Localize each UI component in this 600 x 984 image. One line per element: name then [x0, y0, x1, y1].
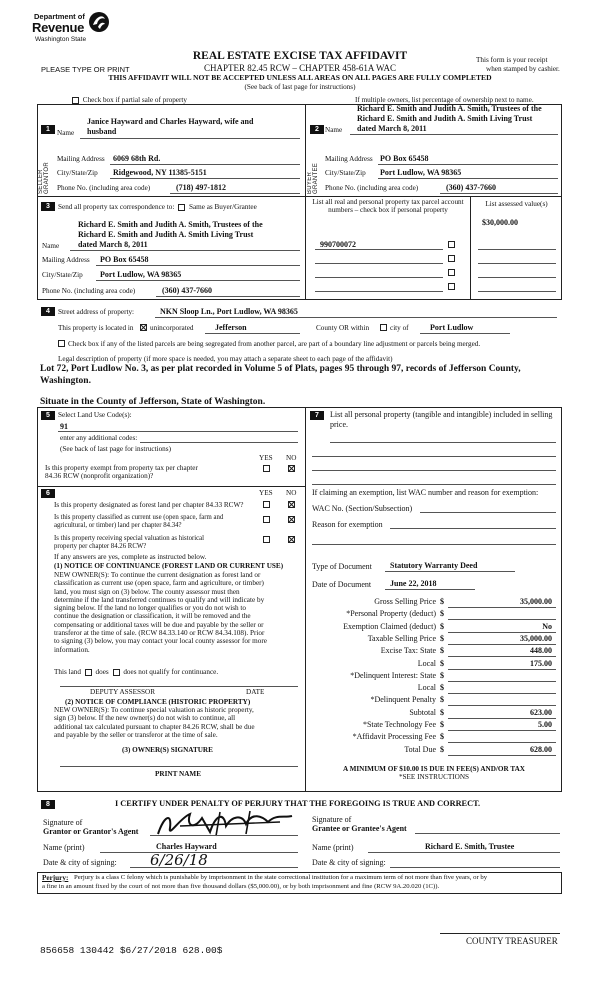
tax-row-label: *Delinquent Interest: State: [350, 671, 436, 680]
see-back-note: (See back of last page for instructions): [244, 83, 356, 91]
historic-q1: Is this property receiving special valuation as historical: [54, 535, 205, 542]
deputy-assessor-label: DEPUTY ASSESSOR: [90, 688, 156, 696]
tax-row-label: Local: [417, 659, 436, 668]
seller-city-value: Ridgewood, NY 11385-5151: [113, 168, 207, 177]
tax-corr-mail-label: Mailing Address: [42, 256, 90, 264]
tax-computation-table: [312, 597, 562, 757]
if-yes-note: If any answers are yes, complete as instructed below.: [54, 553, 207, 561]
parcel-1-checkbox[interactable]: [448, 241, 455, 248]
print-name-label: PRINT NAME: [155, 770, 201, 778]
doc-type-label: Type of Document: [312, 562, 372, 571]
notice2-text: [54, 706, 304, 739]
perjury-text-2: a fine in an amount fixed by the court of not more than five thousand dollars ($5,000.00), or by both imprisonment and fine (RCW 9A.20.020 (1C)).: [42, 883, 440, 890]
notice1-line: continue the designation or classification, it will be removed and the: [54, 612, 251, 621]
tax-row-currency: $: [440, 622, 444, 631]
doc-type-value: Statutory Warranty Deed: [390, 561, 478, 570]
form-warning: THIS AFFIDAVIT WILL NOT BE ACCEPTED UNLESS ALL AREAS ON ALL PAGES ARE FULLY COMPLETED: [108, 73, 492, 82]
land-use-code: 91: [60, 422, 68, 431]
owner-signature-label: (3) OWNER(S) SIGNATURE: [122, 746, 213, 754]
tax-row-label: *State Technology Fee: [362, 720, 436, 729]
notice1-line: land, you must sign on (3) below. The county assessor must then: [54, 587, 240, 596]
minimum-note: A MINIMUM OF $10.00 IS DUE IN FEE(S) AND/OR TAX: [343, 765, 525, 773]
parties-hline: [37, 196, 562, 197]
same-as-buyer-label: Same as Buyer/Grantee: [188, 203, 257, 211]
legal-desc-line2: Washington.: [40, 376, 91, 386]
see-instructions-note: *SEE INSTRUCTIONS: [398, 773, 470, 781]
does-label: does: [95, 668, 109, 676]
tax-row-label: Exemption Claimed (deduct): [343, 622, 436, 631]
logo-state-line: Washington State: [35, 36, 87, 43]
doc-date-label: Date of Document: [312, 580, 372, 589]
partial-sale-label: Check box if partial sale of property: [82, 96, 187, 104]
notice1-line: determine if the land transferred continues to qualify and will indicate by: [54, 595, 265, 604]
receipt-note-2: when stamped by cashier.: [486, 65, 560, 73]
street-address-value: NKN Sloop Ln., Port Ludlow, WA 98365: [160, 307, 298, 316]
legal-desc-line1: Lot 72, Port Ludlow No. 3, as per plat recorded in Volume 5 of Plats, pages 95 through 97, records of Jefferson County,: [40, 364, 521, 374]
tax-row-label: *Personal Property (deduct): [346, 609, 436, 618]
buyer-name-line3: dated March 8, 2011: [357, 124, 427, 133]
tax-row-value[interactable]: 35,000.00: [520, 634, 552, 643]
buyer-name-line1: Richard E. Smith and Judith A. Smith, Trustees of the: [357, 104, 542, 113]
parcel-2-checkbox[interactable]: [448, 255, 455, 262]
tax-corr-name-line2: Richard E. Smith and Judith A. Smith Living Trust: [78, 230, 254, 239]
land-use-see-back: (See back of last page for instructions): [60, 445, 171, 453]
tax-corr-phone-value: (360) 437-7660: [162, 286, 212, 295]
city-of-checkbox[interactable]: [380, 324, 387, 331]
buyer-city-label: City/State/Zip: [325, 169, 366, 177]
form-chapter: CHAPTER 82.45 RCW – CHAPTER 458-61A WAC: [204, 63, 396, 73]
tax-row-underline: [448, 644, 556, 645]
tax-row-label: Total Due: [404, 745, 436, 754]
tax-row-value[interactable]: 35,000.00: [520, 597, 552, 606]
current-use-q1: Is this property classified as current use (open space, farm and: [54, 514, 224, 521]
personal-property-label-1: List all personal property (tangible and intangible) included in selling: [330, 410, 553, 419]
does-not-checkbox[interactable]: [113, 669, 120, 676]
section-2-badge: 2: [310, 125, 324, 134]
grantee-sig-label-1: Signature of: [312, 815, 352, 824]
tax-row-currency: $: [440, 720, 444, 729]
buyer-phone-label: Phone No. (including area code): [325, 184, 419, 192]
exemption-note: If claiming an exemption, list WAC number and reason for exemption:: [312, 488, 539, 497]
section-7-badge: 7: [310, 411, 324, 420]
tax-row-currency: $: [440, 695, 444, 704]
tax-row-underline: [448, 693, 556, 694]
historic-q2: property per chapter 84.26 RCW?: [54, 543, 147, 550]
logo-dept-line: Department of: [34, 12, 85, 21]
county-treasurer-label: COUNTY TREASURER: [466, 936, 558, 946]
receipt-note-1: This form is your receipt: [476, 56, 548, 64]
tax-row-underline: [448, 607, 556, 608]
partial-sale-checkbox[interactable]: [72, 97, 79, 104]
sec5-yes-header: YES: [259, 454, 273, 462]
grantee-name-value: Richard E. Smith, Trustee: [425, 842, 515, 851]
tax-row-underline: [448, 656, 556, 657]
notice1-text: [54, 571, 304, 654]
tax-row-currency: $: [440, 683, 444, 692]
tax-row-underline: [448, 681, 556, 682]
tax-row-currency: $: [440, 745, 444, 754]
dor-logo: [32, 10, 112, 50]
tax-row-underline: [448, 632, 556, 633]
historic-no-checkbox[interactable]: [288, 536, 295, 543]
assessed-header: List assessed value(s): [485, 200, 548, 208]
notice1-title: (1) NOTICE OF CONTINUANCE (FOREST LAND OR CURRENT USE): [54, 562, 284, 570]
parcel-4-checkbox[interactable]: [448, 283, 455, 290]
tax-row-currency: $: [440, 646, 444, 655]
section-6-badge: 6: [41, 489, 55, 498]
forest-no-checkbox[interactable]: [288, 501, 295, 508]
sec5-no-header: NO: [286, 454, 297, 462]
grantor-date-label: Date & city of signing:: [43, 858, 117, 867]
grantee-name-label: Name (print): [312, 843, 354, 852]
additional-codes-label: enter any additional codes:: [60, 434, 138, 442]
county-label: County OR within: [316, 324, 370, 332]
notice2-line: NEW OWNER(S): To continue special valuation as historic property,: [54, 706, 254, 714]
section-1-badge: 1: [41, 125, 55, 134]
buyer-mail-label: Mailing Address: [325, 155, 373, 163]
buyer-phone-value: (360) 437-7660: [446, 183, 496, 192]
street-address-label: Street address of property:: [58, 308, 135, 316]
tax-corr-row: [58, 203, 257, 211]
buyer-side-label: BUYER GRANTEE: [307, 162, 319, 194]
tax-row-value[interactable]: 5.00: [538, 720, 552, 729]
current-use-no-checkbox[interactable]: [288, 516, 295, 523]
perjury-label: Perjury:: [42, 874, 69, 882]
grantee-sig-label-2: Grantee or Grantee's Agent: [312, 824, 407, 833]
perjury-text-1: Perjury is a class C felony which is punishable by imprisonment in the state correctional institution for a maximum term of not more than five years, or by: [74, 874, 488, 881]
parcel-header-2: numbers – check box if personal property: [328, 206, 448, 214]
section-5-badge: 5: [41, 411, 55, 420]
tax-row-value[interactable]: No: [542, 622, 552, 631]
tax-row-underline: [448, 730, 556, 731]
sec6-no-header: NO: [286, 489, 297, 497]
county-value: Jefferson: [215, 323, 247, 332]
reason-label: Reason for exemption: [312, 520, 383, 529]
doc-date-value: June 22, 2018: [390, 579, 437, 588]
seller-name-line1: Janice Hayward and Charles Hayward, wife and: [87, 117, 254, 126]
sec6-yes-header: YES: [259, 489, 273, 497]
tax-row-label: Gross Selling Price: [374, 597, 436, 606]
does-not-label: does not qualify for continuance.: [123, 668, 219, 676]
tax-row-currency: $: [440, 708, 444, 717]
form-title: REAL ESTATE EXCISE TAX AFFIDAVIT: [192, 50, 408, 62]
notice2-line: additional tax calculated pursuant to chapter 84.26 RCW, shall be due: [54, 722, 255, 731]
section-8-badge: 8: [41, 800, 55, 809]
current-use-q2: agricultural, or timber) land per chapter 84.34?: [54, 522, 182, 529]
notice2-line: and payable by the seller or transferor at the time of sale.: [54, 730, 218, 739]
same-as-buyer-checkbox[interactable]: [178, 204, 185, 211]
parcel-number-1: 990700072: [320, 240, 356, 249]
seller-city-label: City/State/Zip: [57, 169, 98, 177]
unincorporated-label: unincorporated: [150, 324, 194, 332]
dor-swirl-icon: [88, 10, 110, 34]
logo-revenue-line: Revenue: [32, 20, 85, 35]
wac-label: WAC No. (Section/Subsection): [312, 504, 413, 513]
tax-row-underline: [448, 705, 556, 706]
buyer-name-label: Name: [325, 126, 343, 134]
buyer-mail-value: PO Box 65458: [380, 154, 429, 163]
seller-mail-label: Mailing Address: [57, 155, 105, 163]
tax-corr-name-line1: Richard E. Smith and Judith A. Smith, Trustees of the: [78, 220, 263, 229]
tax-row-currency: $: [440, 634, 444, 643]
tax-corr-label: Send all property tax correspondence to:: [58, 203, 175, 211]
grantee-date-label: Date & city of signing:: [312, 858, 386, 867]
unincorporated-checkbox[interactable]: [140, 324, 147, 331]
notice2-title: (2) NOTICE OF COMPLIANCE (HISTORIC PROPERTY): [65, 698, 251, 706]
grantor-date-value: 6/26/18: [150, 851, 208, 869]
tax-corr-city-label: City/State/Zip: [42, 271, 83, 279]
tax-row-currency: $: [440, 597, 444, 606]
segregated-checkbox[interactable]: [58, 340, 65, 347]
seller-name-label: Name: [57, 129, 75, 137]
please-type-label: PLEASE TYPE OR PRINT: [41, 65, 130, 74]
assessor-date-label: DATE: [246, 688, 265, 696]
exempt-q-line2: 84.36 RCW (nonprofit organization)?: [45, 472, 154, 480]
tax-corr-name-label: Name: [42, 242, 60, 250]
seller-side-label: SELLER GRANTOR: [38, 162, 50, 194]
buyer-name-line2: Richard E. Smith and Judith A. Smith Living Trust: [357, 114, 533, 123]
segregated-label: Check box if any of the listed parcels are being segregated from another parcel, are part of a boundary line adjustment or parcels being merged.: [68, 340, 481, 348]
buyer-city-value: Port Ludlow, WA 98365: [380, 168, 462, 177]
certify-statement: I CERTIFY UNDER PENALTY OF PERJURY THAT THE FOREGOING IS TRUE AND CORRECT.: [115, 799, 481, 808]
tax-row-currency: $: [440, 609, 444, 618]
personal-property-label-2: price.: [330, 420, 348, 429]
grantor-name-label: Name (print): [43, 843, 85, 852]
seller-name-line2: husband: [87, 127, 117, 136]
notice1-line: signing below. If the land no longer qualifies or you do not wish to: [54, 604, 246, 613]
city-of-label: city of: [390, 324, 409, 332]
sections-divider: [305, 407, 306, 792]
tax-corr-city-value: Port Ludlow, WA 98365: [100, 270, 182, 279]
historic-yes-checkbox[interactable]: [263, 536, 270, 543]
tax-row-label: Taxable Selling Price: [367, 634, 436, 643]
grantor-name-value: Charles Hayward: [156, 842, 217, 851]
this-land-label: This land: [54, 668, 81, 676]
forest-yes-checkbox[interactable]: [263, 501, 270, 508]
assessed-value-1: $30,000.00: [482, 218, 518, 227]
cashier-stamp: 856658 130442 $6/27/2018 628.00$: [40, 945, 223, 956]
tax-corr-name-line3: dated March 8, 2011: [78, 240, 148, 249]
notice1-line: transferor at the time of sale. (RCW 84.33.140 or RCW 84.34.108). Prior: [54, 628, 265, 637]
notice1-line: to signing (3) below, you may contact your local county assessor for more: [54, 637, 267, 646]
tax-row-underline: [448, 669, 556, 670]
seller-phone-value: (718) 497-1812: [176, 183, 226, 192]
section-3-badge: 3: [41, 202, 55, 211]
tax-row-value[interactable]: 175.00: [530, 659, 552, 668]
legal-desc-label: Legal description of property (if more space is needed, you may attach a separate sheet to each page of the affidavit): [58, 355, 393, 363]
notice1-line: NEW OWNER(S): To continue the current designation as forest land or: [54, 571, 261, 579]
tax-row-label: *Affidavit Processing Fee: [352, 732, 436, 741]
tax-row-currency: $: [440, 732, 444, 741]
tax-row-value[interactable]: 628.00: [530, 745, 552, 754]
notice1-line: compensating or additional taxes will be due and payable by the seller or: [54, 620, 264, 629]
tax-row-label: Subtotal: [409, 708, 436, 717]
city-value: Port Ludlow: [430, 323, 474, 332]
multiple-owners-note: If multiple owners, list percentage of ownership next to name.: [355, 96, 534, 104]
notice2-line: sign (3) below. If the new owner(s) do not wish to continue, all: [54, 714, 236, 723]
tax-row-currency: $: [440, 671, 444, 680]
seller-phone-label: Phone No. (including area code): [57, 184, 151, 192]
exempt-q-line1: Is this property exempt from property tax per chapter: [45, 464, 198, 472]
tax-row-label: *Delinquent Penalty: [370, 695, 436, 704]
tax-row-value[interactable]: 448.00: [530, 646, 552, 655]
notice1-line: information.: [54, 645, 90, 654]
exempt-yes-checkbox[interactable]: [263, 465, 270, 472]
land-use-label: Select Land Use Code(s):: [58, 411, 132, 419]
tax-row-underline: [448, 619, 556, 620]
tax-row-value[interactable]: 623.00: [530, 708, 552, 717]
seller-mail-value: 6069 68th Rd.: [113, 154, 161, 163]
tax-corr-phone-label: Phone No. (including area code): [42, 287, 136, 295]
grantor-sig-label-2: Grantor or Grantor's Agent: [43, 827, 139, 836]
notice1-line: classification as current use (open space, farm and agriculture, or timber): [54, 579, 264, 588]
tax-row-label: Local: [417, 683, 436, 692]
continuance-row: [54, 668, 218, 676]
tax-row-label: Excise Tax: State: [380, 646, 436, 655]
does-checkbox[interactable]: [85, 669, 92, 676]
tax-row-currency: $: [440, 659, 444, 668]
parcel-divider: [470, 196, 471, 300]
section-4-badge: 4: [41, 307, 55, 316]
tax-row-underline: [448, 755, 556, 756]
tax-row-underline: [448, 718, 556, 719]
parcel-3-checkbox[interactable]: [448, 269, 455, 276]
forest-q: Is this property designated as forest land per chapter 84.33 RCW?: [54, 501, 244, 509]
located-in-label: This property is located in: [58, 324, 134, 332]
exempt-no-checkbox[interactable]: [288, 465, 295, 472]
parcel-header-1: List all real and personal property tax parcel account: [312, 198, 464, 206]
grantor-sig-label-1: Signature of: [43, 818, 83, 827]
tax-row-underline: [448, 742, 556, 743]
tax-corr-mail-value: PO Box 65458: [100, 255, 149, 264]
current-use-yes-checkbox[interactable]: [263, 516, 270, 523]
legal-desc-line3: Situate in the County of Jefferson, State of Washington.: [40, 397, 266, 407]
